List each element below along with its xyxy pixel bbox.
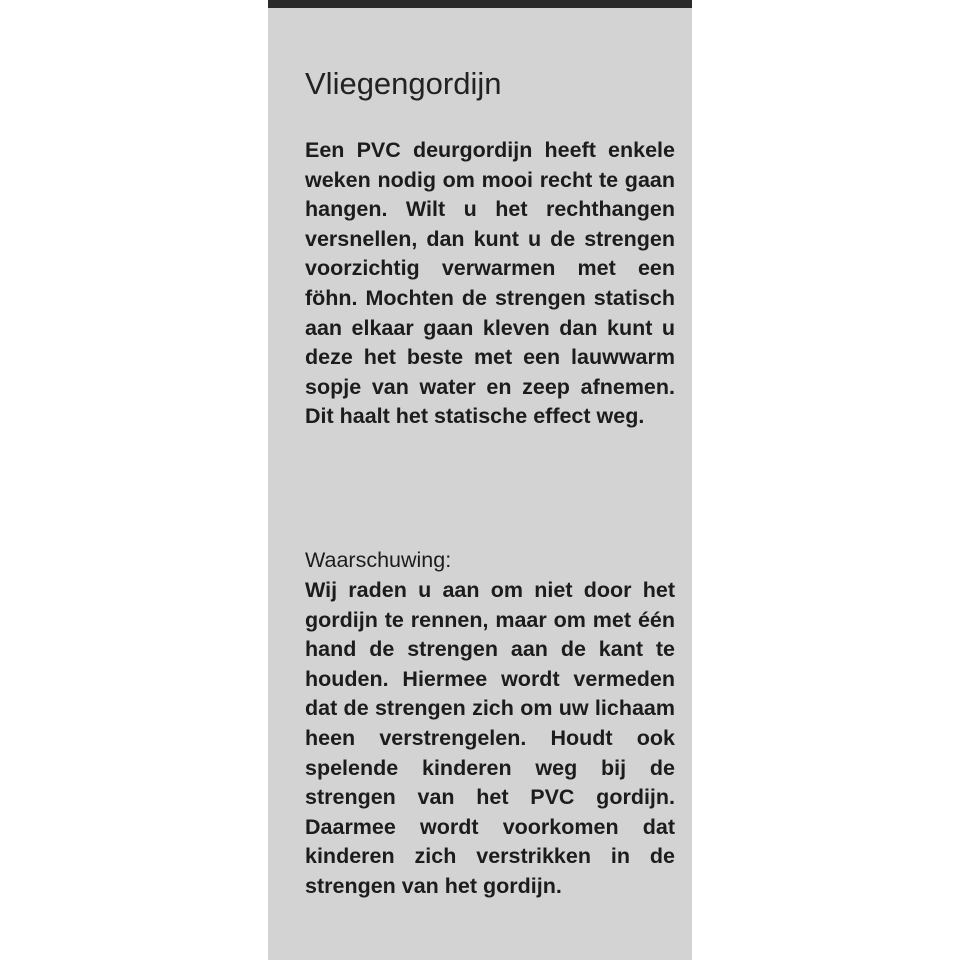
warning-paragraph: Wij raden u aan om niet door het gordijn te rennen, maar om met één hand de strengen aan de kant te houden. Hiermee wordt vermeden dat de strengen zich om uw lichaam heen verstrengelen. Houdt ook spelende kinderen weg bij de strengen van het PVC gordijn. Daarmee wordt voorkomen dat kinderen zich verstrikken in de strengen van het gordijn. [305,578,675,898]
paper-top-edge [268,0,692,8]
document-title: Vliegengordijn [305,66,502,101]
warning-heading: Waarschuwing: [305,548,452,572]
usage-paragraph: Een PVC deurgordijn heeft enkele weken nodig om mooi recht te gaan hangen. Wilt u het rechthangen versnellen, dan kunt u de strengen voorzichtig verwarmen met een föhn. Mochten de strengen statisch aan elkaar gaan kleven dan kunt u deze het beste met een lauwwarm sopje van water en zeep afnemen. Dit haalt het statische effect weg. [305,138,675,429]
instruction-paper [268,0,692,960]
